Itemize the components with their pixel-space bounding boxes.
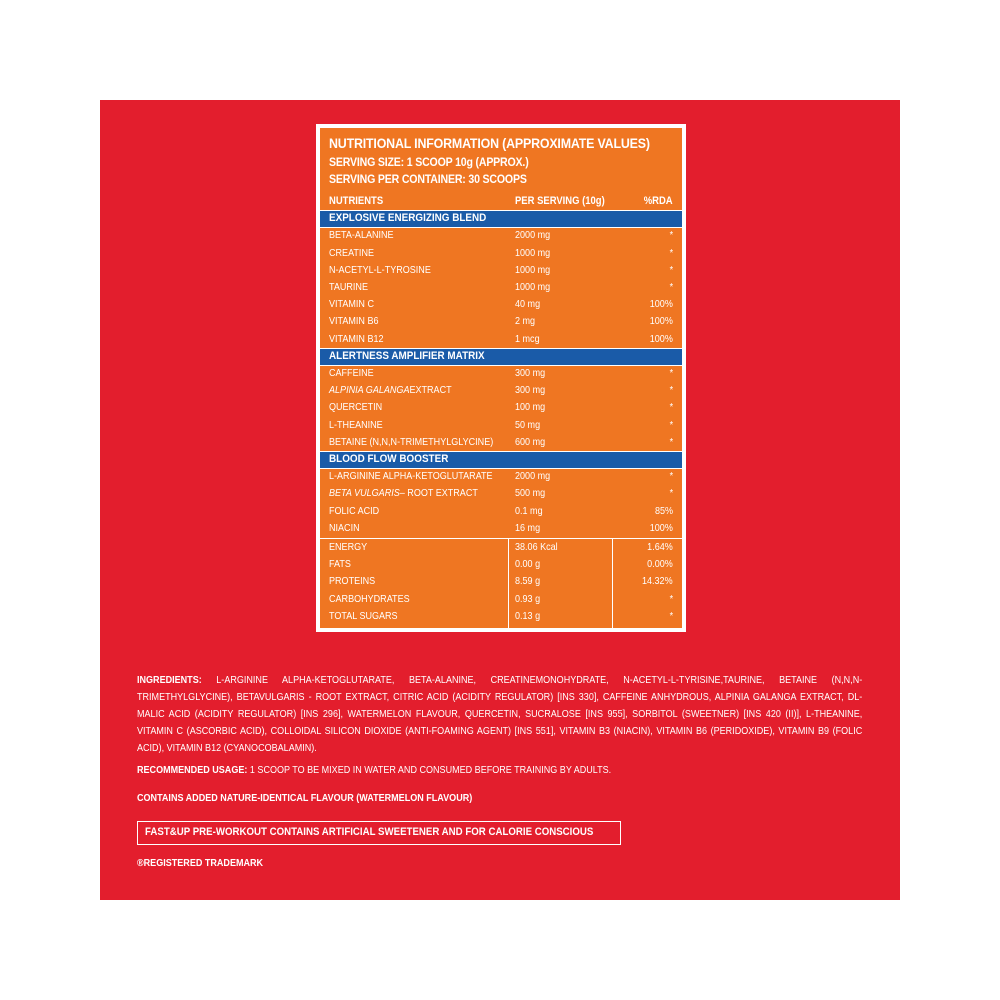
nutrient-row xyxy=(320,591,682,608)
per-serving-value: 600 mg xyxy=(515,435,546,448)
nutrient-row xyxy=(320,539,682,556)
section-header xyxy=(320,451,682,469)
nutrient-name: VITAMIN C xyxy=(329,298,374,311)
col-nutrients: NUTRIENTS xyxy=(329,195,384,207)
rda-value: 0.00% xyxy=(647,558,673,571)
serving-per-container: SERVING PER CONTAINER: 30 SCOOPS xyxy=(329,174,527,186)
rda-value: * xyxy=(669,609,673,622)
per-serving-value: 300 mg xyxy=(515,367,546,379)
rda-value: 100% xyxy=(649,298,673,311)
per-serving-value: 1000 mg xyxy=(515,281,551,293)
sweetener-note: FAST&UP PRE-WORKOUT CONTAINS ARTIFICIAL SWEETENER AND FOR CALORIE CONSCIOUS xyxy=(145,826,594,838)
rda-value: * xyxy=(669,367,673,379)
per-serving-value: 1000 mg xyxy=(515,246,551,259)
nutrient-name: CARBOHYDRATES xyxy=(329,592,410,605)
macro-column-line xyxy=(508,538,509,629)
per-serving-value: 2000 mg xyxy=(515,229,551,242)
usage-text xyxy=(137,762,864,779)
per-serving-value: 0.00 g xyxy=(515,558,541,571)
nutrient-name: QUERCETIN xyxy=(329,401,383,414)
per-serving-value: 50 mg xyxy=(515,418,541,431)
per-serving-value: 38.06 Kcal xyxy=(515,541,558,553)
nutrient-row xyxy=(320,485,682,502)
nutrient-name: CREATINE xyxy=(329,246,374,259)
per-serving-value: 2000 mg xyxy=(515,470,551,483)
section-header xyxy=(320,348,682,366)
rda-value: 1.64% xyxy=(647,541,673,553)
trademark-note: ®REGISTERED TRADEMARK xyxy=(137,857,264,869)
per-serving-value: 300 mg xyxy=(515,384,546,397)
nutrient-row xyxy=(320,227,682,244)
nutrient-row xyxy=(320,331,682,348)
usage-instructions: 1 SCOOP TO BE MIXED IN WATER AND CONSUMED BEFORE TRAINING BY ADULTS. xyxy=(247,764,612,776)
usage-label: RECOMMENDED USAGE: xyxy=(137,764,248,776)
nutrient-name: FATS xyxy=(329,558,351,571)
rda-value: 100% xyxy=(649,521,673,534)
nutrient-name-rest: EXTRACT xyxy=(409,384,452,397)
rda-value: * xyxy=(669,246,673,259)
ingredients-label: INGREDIENTS: xyxy=(137,674,202,686)
nutrient-name-rest: – ROOT EXTRACT xyxy=(399,487,478,500)
rda-value: 100% xyxy=(649,315,673,328)
per-serving-value: 100 mg xyxy=(515,401,546,414)
nutrient-name xyxy=(329,487,478,499)
column-header-row xyxy=(320,193,682,210)
per-serving-value: 0.93 g xyxy=(515,592,541,605)
nutrient-name: CAFFEINE xyxy=(329,367,374,379)
serving-size: SERVING SIZE: 1 SCOOP 10g (APPROX.) xyxy=(329,157,529,169)
rda-value: 85% xyxy=(654,504,673,517)
nutrient-row xyxy=(320,262,682,279)
nutrient-name: L-ARGININE ALPHA-KETOGLUTARATE xyxy=(329,470,493,483)
nutrient-row xyxy=(320,365,682,382)
nutrient-name: BETAINE (N,N,N-TRIMETHYLGLYCINE) xyxy=(329,435,494,448)
per-serving-value: 8.59 g xyxy=(515,575,541,588)
macro-column-line xyxy=(612,538,613,629)
rda-value: * xyxy=(669,401,673,414)
ingredients-text xyxy=(137,672,864,757)
nutrition-label xyxy=(316,124,686,632)
rda-value: 14.32% xyxy=(642,575,673,588)
nutrient-row xyxy=(320,382,682,399)
ingredients-list: L-ARGININE ALPHA-KETOGLUTARATE, BETA-ALANINE, CREATINEMONOHYDRATE, N-ACETYL-L-TYRISINE,TAURINE, BETAINE (N,N,N- TRIMETHYLGLYCINE), BETAVULGARIS - ROOT EXTRACT, CITRIC ACID (ACIDITY REGULATOR) [INS 330], CAFFEINE ANHYDROUS, ALPINIA GALANGA EXTRACT, DL-MALIC ACID (ACIDITY REGULATOR) [INS 296], WATERMELON FLAVOUR, QUERCETIN, SUCRALOSE [INS 955], SORBITOL (SWEETNER) [INS 420 (II)], L-THEANINE, VITAMIN C (ASCORBIC ACID), COLLOIDAL SILICON DIOXIDE (ANTI-FOAMING AGENT) [INS 551], VITAMIN B3 (NIACIN), VITAMIN B6 (PERIDOXIDE), VITAMIN B9 (FOLIC ACID), VITAMIN B12 (CYANOCOBALAMIN). xyxy=(137,674,863,754)
nutrient-row xyxy=(320,503,682,520)
per-serving-value: 0.13 g xyxy=(515,609,541,622)
rda-value: * xyxy=(669,592,673,605)
section-header xyxy=(320,210,682,228)
rda-value: * xyxy=(669,281,673,293)
nutrient-name: VITAMIN B6 xyxy=(329,315,379,328)
col-per-serving: PER SERVING (10g) xyxy=(515,195,605,207)
nutrient-row xyxy=(320,608,682,625)
nutrient-name: NIACIN xyxy=(329,521,360,534)
nutrient-name: TOTAL SUGARS xyxy=(329,609,398,622)
nutrient-name: VITAMIN B12 xyxy=(329,332,384,345)
nutrient-row xyxy=(320,573,682,590)
per-serving-value: 1 mcg xyxy=(515,332,540,345)
nutrient-row xyxy=(320,520,682,537)
nutrient-name: L-THEANINE xyxy=(329,418,383,431)
rda-value: * xyxy=(669,487,673,500)
nutrient-row xyxy=(320,279,682,296)
per-serving-value: 16 mg xyxy=(515,521,541,534)
section-title: EXPLOSIVE ENERGIZING BLEND xyxy=(329,212,487,225)
col-rda: %RDA xyxy=(644,195,673,207)
nutrient-row xyxy=(320,556,682,573)
nutrient-name xyxy=(329,384,452,396)
rda-value: * xyxy=(669,229,673,242)
nutrient-name-italic: ALPINIA GALANGA xyxy=(329,384,410,397)
per-serving-value: 0.1 mg xyxy=(515,504,543,517)
nutrient-row xyxy=(320,296,682,313)
nutrient-name: PROTEINS xyxy=(329,575,376,588)
flavour-note: CONTAINS ADDED NATURE-IDENTICAL FLAVOUR (WATERMELON FLAVOUR) xyxy=(137,792,473,804)
nutrient-row xyxy=(320,468,682,485)
sweetener-box xyxy=(137,821,621,845)
rda-value: * xyxy=(669,418,673,431)
rda-value: 100% xyxy=(649,332,673,345)
rda-value: * xyxy=(669,435,673,448)
nutrient-row xyxy=(320,434,682,451)
nutrient-row xyxy=(320,245,682,262)
nutrient-name: ENERGY xyxy=(329,541,368,553)
rda-value: * xyxy=(669,470,673,483)
nutrient-name: TAURINE xyxy=(329,281,368,293)
section-title: ALERTNESS AMPLIFIER MATRIX xyxy=(329,349,485,362)
nutrient-name: FOLIC ACID xyxy=(329,504,380,517)
rda-value: * xyxy=(669,263,673,276)
nutrient-row xyxy=(320,399,682,416)
nutrient-row xyxy=(320,417,682,434)
per-serving-value: 500 mg xyxy=(515,487,546,500)
product-panel xyxy=(100,100,900,900)
section-title: BLOOD FLOW BOOSTER xyxy=(329,453,449,465)
nutrition-table xyxy=(320,128,682,628)
nutrient-name-italic: BETA VULGARIS xyxy=(329,487,400,500)
per-serving-value: 40 mg xyxy=(515,298,541,311)
rda-value: * xyxy=(669,384,673,397)
nutrition-title: NUTRITIONAL INFORMATION (APPROXIMATE VALUES) xyxy=(329,136,650,151)
nutrient-row xyxy=(320,313,682,330)
per-serving-value: 1000 mg xyxy=(515,263,551,276)
per-serving-value: 2 mg xyxy=(515,315,536,328)
nutrient-name: N-ACETYL-L-TYROSINE xyxy=(329,263,431,276)
nutrient-name: BETA-ALANINE xyxy=(329,229,394,242)
